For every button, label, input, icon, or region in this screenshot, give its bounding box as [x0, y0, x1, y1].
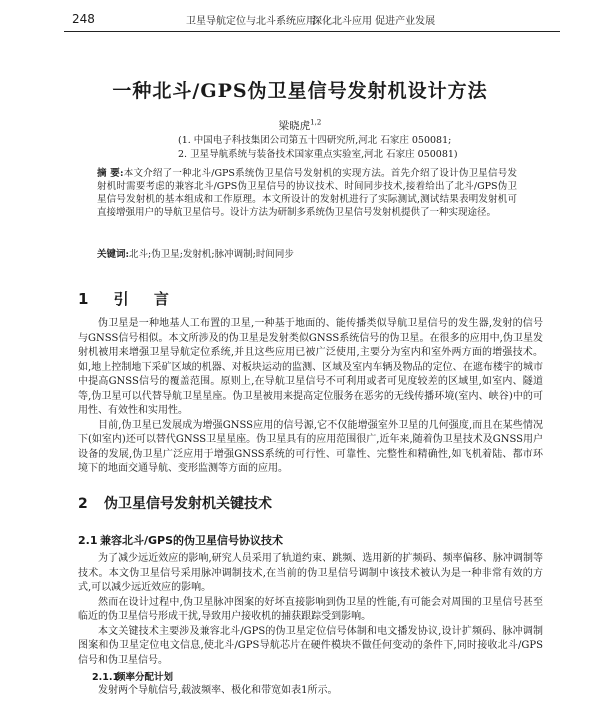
keywords [97, 246, 294, 260]
section-1-heading: 1 引 言 [78, 290, 179, 308]
keywords-text: 北斗;伪卫星;发射机;脉冲调制;时间同步 [129, 249, 294, 260]
journal-title: 卫星导航定位与北斗系统应用 [186, 16, 316, 27]
page-number: 248 [72, 12, 95, 26]
header-rule [64, 31, 560, 32]
abstract-text: 本文介绍了一种北斗/GPS系统伪卫星信号发射机的实现方法。首先介绍了设计伪卫星信号发射机时需要考虑的兼容北斗/GPS伪卫星信号的协议技术、时间同步技术,接着给出了北斗/GPS伪卫星信号发射机的基本组成和工作原理。本文所设计的发射机进行了实际测试,测试结果表明发射机可直接增强用户的导航卫星信号。设计方法为研制多系统伪卫星信号发射机提供了一种实现途径。 [97, 168, 517, 218]
keywords-label: 关键词: [97, 249, 130, 260]
paragraph: 伪卫星是一种地基人工布置的卫星,一种基于地面的、能传播类似导航卫星信号的发生器,发射的信号与GNSS信号相似。本文所涉及的伪卫星是发射类似GNSS系统信号的伪卫星。在很多的应用中,伪卫星发射机被用来增强卫星导航定位系统,并且这些应用已被广泛使用,主要分为室内和室外两方面的增强技术。如,地上控制地下采矿区域的机器、对板块运动的监测、区域及室内车辆及物品的定位、在遮布楼宇的城市中提高GNSS信号的覆盖范围。原则上,在导航卫星信号不可利用或者可见度较差的区域里,如室内、隧道等,伪卫星可以代替导航卫星星座。伪卫星被用来提高定位服务在恶劣的无线传播环境(室内、峡谷)中的可用性、有效性和实用性。 [78, 318, 543, 416]
subsubsection-title: 频率分配计划 [116, 672, 174, 683]
paragraph: 为了减少远近效应的影响,研究人员采用了轨道约束、跳频、选用新的扩频码、频率偏移、脉冲调制等技术。本文伪卫星信号采用脉冲调制技术,在当前的伪卫星信号调制中该技术被认为是一种非常有效的方式,可以减少远近效应的影响。 [78, 553, 543, 593]
subsection-title: 兼容北斗/GPS的伪卫星信号协议技术 [100, 534, 284, 547]
section-2-heading [78, 493, 272, 513]
section-2-1-body [78, 552, 543, 668]
subsection-number: 2.1 [78, 534, 98, 547]
paragraph: 发射两个导航信号,载波频率、极化和带宽如表1所示。 [98, 685, 338, 696]
section-2-number: 2 [78, 496, 88, 512]
abstract-label: 摘 要: [97, 168, 124, 179]
subsubsection-2-1-1-heading [92, 669, 173, 683]
subsection-2-1-heading [78, 532, 283, 548]
author-line [0, 118, 600, 133]
affiliation-2: 2. 卫星导航系统与装备技术国家重点实验室,河北 石家庄 050081) [178, 149, 458, 160]
abstract [97, 168, 517, 220]
subsubsection-number: 2.1.1 [92, 672, 120, 683]
paper-title: 一种北斗/GPS伪卫星信号发射机设计方法 [112, 80, 488, 102]
author-name: 梁晓虎 [278, 120, 311, 132]
section-2-1-1-body [78, 684, 543, 699]
column-title: 深化北斗应用 促进产业发展 [312, 16, 436, 27]
paragraph: 本文关键技术主要涉及兼容北斗/GPS的伪卫星定位信号体制和电文播发协议,设计扩频码、脉冲调制图案和伪卫星定位电文信息,使北斗/GPS导航芯片在硬件模块不做任何变动的条件下,同时接收北斗/GPS信号和伪卫星信号。 [78, 625, 543, 666]
affiliation-1: (1. 中国电子科技集团公司第五十四研究所,河北 石家庄 050081; [178, 135, 452, 146]
running-header [64, 6, 560, 32]
section-1-body [78, 317, 543, 477]
author-affiliation-marks: 1,2 [310, 118, 322, 127]
paragraph: 然而在设计过程中,伪卫星脉冲图案的好坏直接影响到伪卫星的性能,有可能会对周围的卫星信号甚至临近的伪卫星信号形成干扰,导致用户接收机的捕获跟踪受到影响。 [78, 596, 543, 622]
paragraph: 目前,伪卫星已发展成为增强GNSS应用的信号源,它不仅能增强室外卫星的几何强度,而且在某些情况下(如室内)还可以替代GNSS卫星星座。伪卫星具有的应用范围很广,近年来,随着伪卫星技术及GNSS用户设备的发展,伪卫星广泛应用于增强GNSS系统的可行性、可靠性、完整性和精确性,如飞机着陆、都市环境下的地面交通导航、变形监测等方面的应用。 [78, 419, 543, 474]
section-2-title: 伪卫星信号发射机关键技术 [104, 496, 272, 512]
